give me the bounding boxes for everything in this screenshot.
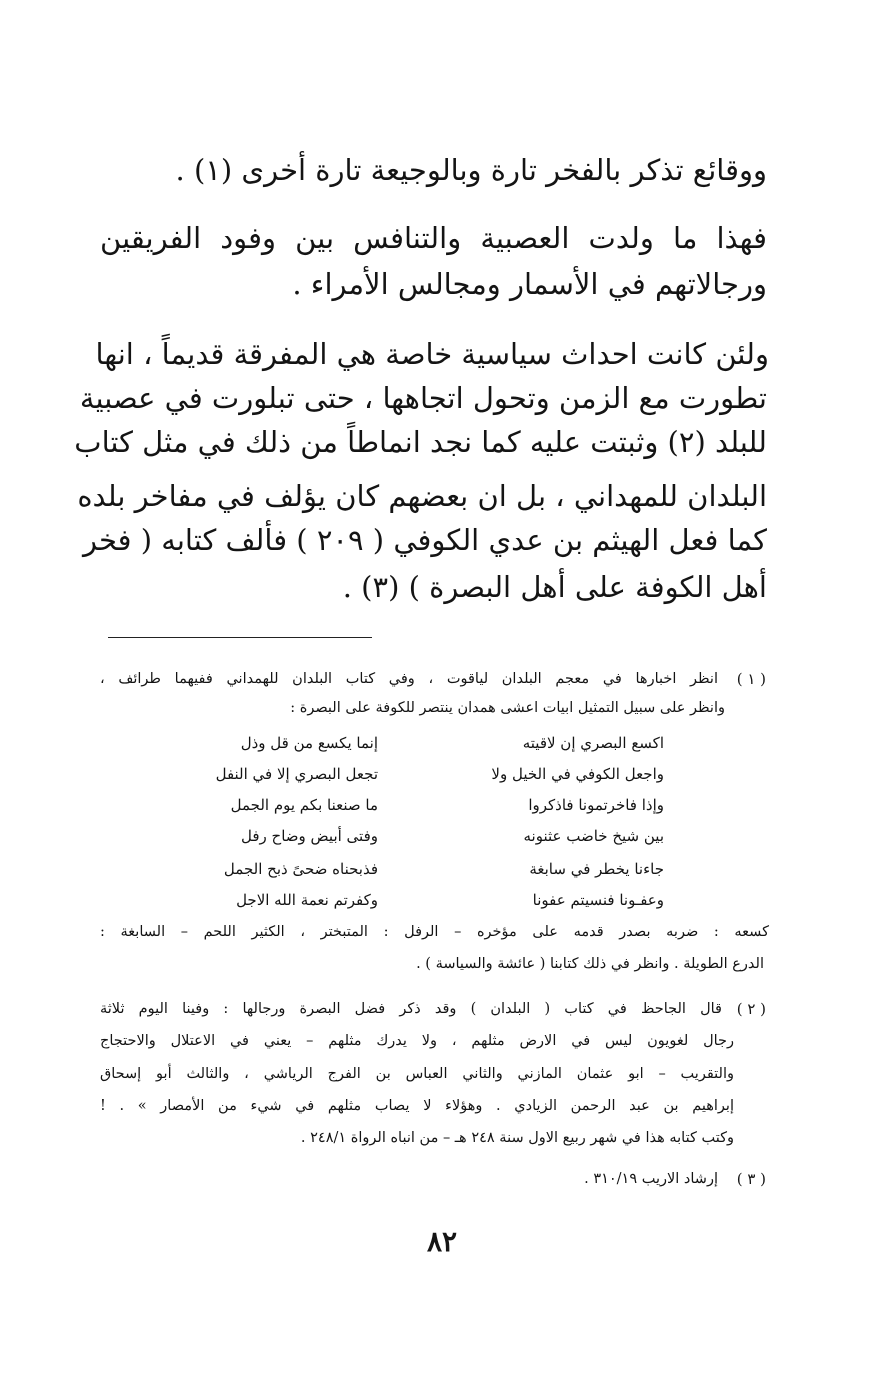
footnote-1-number: ( ١ ) — [736, 670, 766, 688]
footnote-2-line-5: وكتب كتابه هذا في شهر ربيع الاول سنة ٢٤٨ هـ – من انباه الرواة ٢٤٨/١ . — [300, 1130, 734, 1146]
body-line-3: ورجالاتهم في الأسمار ومجالس الأمراء . — [292, 267, 767, 301]
footnote-1-gloss-line-2: الدرع الطويلة . وانظر في ذلك كتابنا ( عائشة والسياسة ) . — [416, 956, 764, 972]
body-line-1: ووقائع تذكر بالفخر تارة وبالوجيعة تارة أخرى (١) . — [175, 153, 767, 187]
body-line-6: للبلد (٢) وثبتت عليه كما نجد انماطاً من ذلك في مثل كتاب — [74, 425, 767, 459]
footnote-2-number: ( ٢ ) — [736, 1000, 766, 1018]
verse-3-first-hemistich: وإذا فاخرتمونا فاذكروا — [528, 796, 664, 814]
verse-6-first-hemistich: وعفـونا فنسيتم عفونا — [532, 891, 664, 909]
verse-4-second-hemistich: وفتى أبيض وضاح رفل — [241, 827, 378, 845]
footnote-2-line-1: قال الجاحظ في كتاب ( البلدان ) وقد ذكر فضل البصرة ورجالها : وفينا اليوم ثلاثة — [100, 1001, 722, 1017]
page-number: ٨٢ — [426, 1225, 458, 1258]
verse-1-second-hemistich: إنما يكسع من قل وذل — [240, 734, 378, 752]
verse-6-second-hemistich: وكفرتم نعمة الله الاجل — [236, 891, 378, 909]
body-line-9: أهل الكوفة على أهل البصرة ) (٣) . — [342, 570, 767, 604]
body-line-8: كما فعل الهيثم بن عدي الكوفي ( ٢٠٩ ) فألف كتابه ( فخر — [82, 523, 767, 557]
footnote-1-line-2: وانظر على سبيل التمثيل ابيات اعشى همدان ينتصر للكوفة على البصرة : — [290, 700, 725, 716]
verse-3-second-hemistich: ما صنعنا بكم يوم الجمل — [230, 796, 378, 814]
footnote-2-line-3: والتقريب – ابو عثمان المازني والثاني العباس بن الفرج الرياشي ، والثالث أبو إسحاق — [100, 1066, 734, 1082]
footnote-2-line-4: إبراهيم بن عبد الرحمن الزيادي . وهؤلاء لا يصاب مثلهم في شيء من الأمصار » . ! — [100, 1098, 734, 1114]
verse-2-second-hemistich: تجعل البصري إلا في النفل — [215, 765, 378, 783]
verse-1-first-hemistich: اكسع البصري إن لاقيته — [522, 734, 664, 752]
verse-5-second-hemistich: فذبحناه ضحىً ذبح الجمل — [223, 860, 378, 878]
body-line-7: البلدان للمهداني ، بل ان بعضهم كان يؤلف في مفاخر بلده — [77, 479, 767, 513]
footnote-1-gloss-line-1: كسعه : ضربه بصدر قدمه على مؤخره – الرفل : المتبختر ، الكثير اللحم – السابغة : — [100, 924, 769, 940]
footnote-3-text: إرشاد الاريب ٣١٠/١٩ . — [584, 1171, 718, 1187]
body-line-5: تطورت مع الزمن وتحول اتجاهها ، حتى تبلورت في عصبية — [79, 381, 767, 415]
verse-5-first-hemistich: جاءنا يخطر في سابغة — [529, 860, 664, 878]
verse-4-first-hemistich: بين شيخ خاضب عثنونه — [523, 827, 664, 845]
footnote-1-line-1: انظر اخبارها في معجم البلدان لياقوت ، وفي كتاب البلدان للهمداني ففيهما طرائف ، — [100, 671, 718, 687]
body-line-4: ولئن كانت احداث سياسية خاصة هي المفرقة قديماً ، انها — [95, 337, 769, 371]
footnote-2-line-2: رجال لغويون ليس في الارض مثلهم ، ولا يدرك مثلهم – يعني في الاعتلال والاحتجاج — [100, 1033, 734, 1049]
verse-2-first-hemistich: واجعل الكوفي في الخيل ولا — [491, 765, 664, 783]
body-line-2: فهذا ما ولدت العصبية والتنافس بين وفود الفريقين — [100, 221, 767, 255]
footnote-3-number: ( ٣ ) — [736, 1170, 766, 1188]
footnote-separator — [108, 637, 372, 638]
